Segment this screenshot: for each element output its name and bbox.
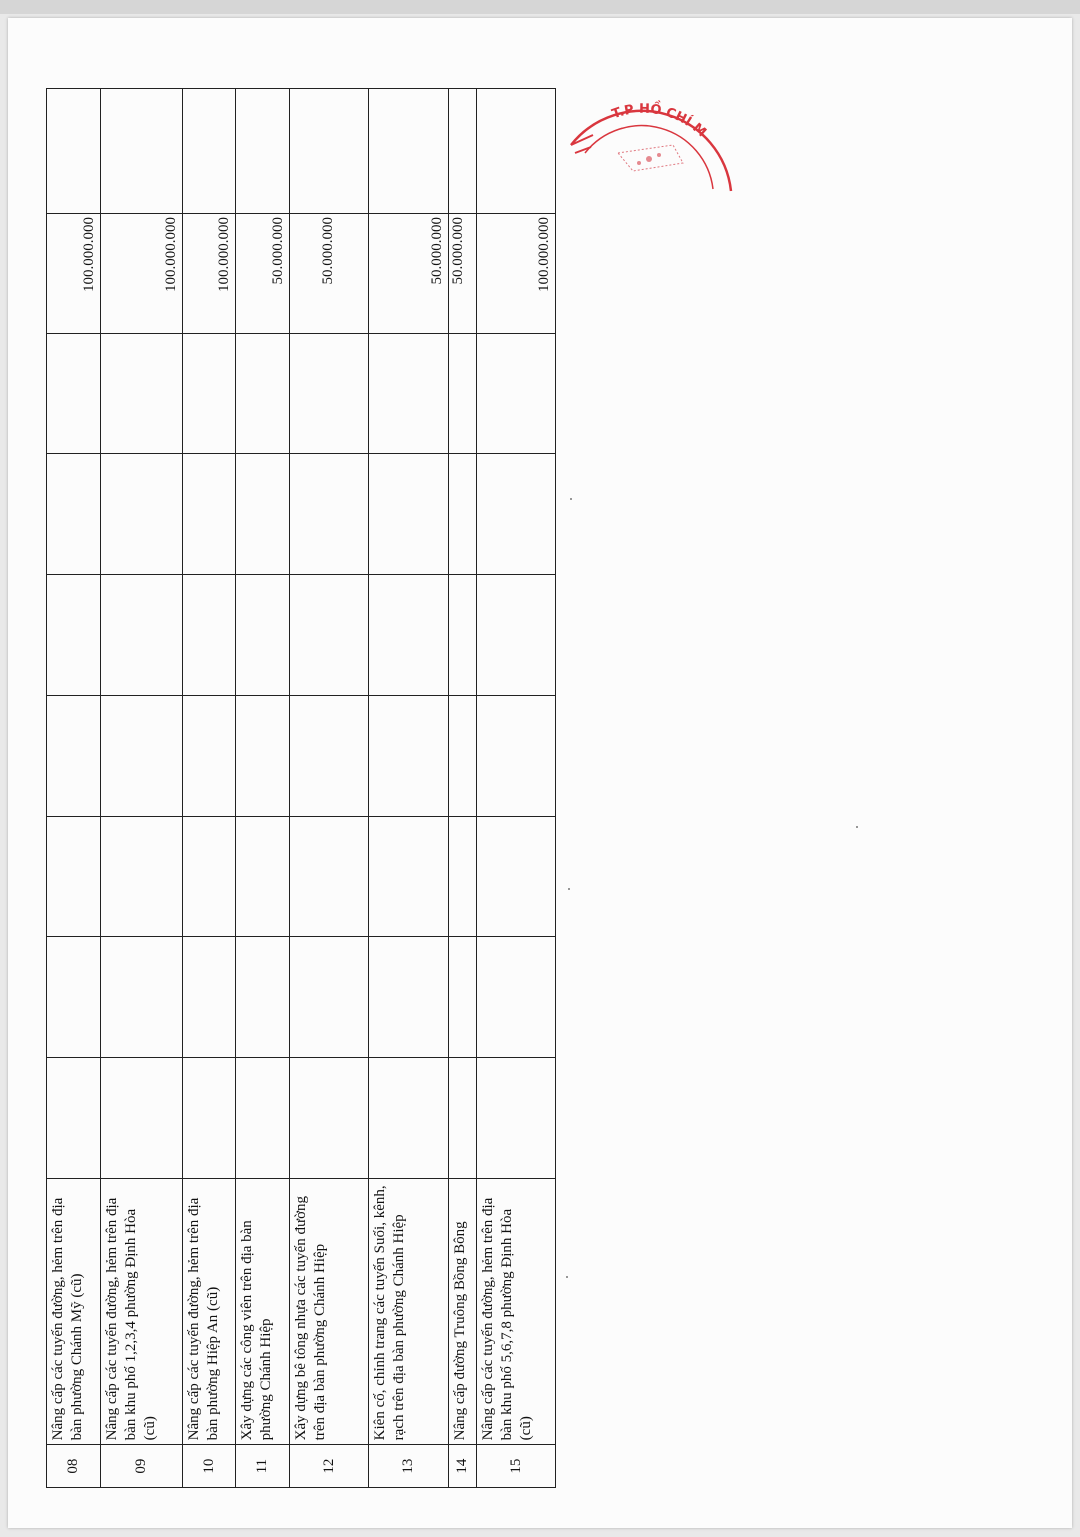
row-amount: 50.000.000 (290, 214, 369, 334)
row-description: Nâng cấp đường Truông Bồng Bông (448, 1178, 476, 1444)
row-amount: 50.000.000 (236, 214, 290, 334)
row-number: 09 (101, 1445, 183, 1488)
scan-speck (566, 1276, 568, 1278)
row-number: 13 (369, 1445, 449, 1488)
stamp-text: T.P HỒ CHÍ M (610, 101, 709, 141)
row-amount: 50.000.000 (448, 214, 476, 334)
table-row (101, 89, 183, 1488)
scan-speck (568, 888, 570, 890)
row-amount: 100.000.000 (183, 214, 236, 334)
rotated-table-wrapper (46, 88, 556, 1488)
red-seal-stamp (563, 83, 733, 193)
row-number: 11 (236, 1445, 290, 1488)
table-row (477, 89, 556, 1488)
row-description: Xây dựng bê tông nhựa các tuyến đường trên địa bàn phường Chánh Hiệp (290, 1178, 369, 1444)
table-row (369, 89, 449, 1488)
row-description: Nâng cấp các tuyến đường, hẻm trên địa bàn phường Chánh Mỹ (cũ) (47, 1178, 101, 1444)
row-number: 12 (290, 1445, 369, 1488)
row-amount: 100.000.000 (47, 214, 101, 334)
table-row (290, 89, 369, 1488)
scan-speck (570, 498, 572, 500)
document-page (8, 18, 1072, 1528)
row-description: Nâng cấp các tuyến đường, hẻm trên địa bàn phường Hiệp An (cũ) (183, 1178, 236, 1444)
table-row (183, 89, 236, 1488)
table-row (236, 89, 290, 1488)
row-description: Nâng cấp các tuyến đường, hẻm trên địa bàn khu phố 1,2,3,4 phường Định Hòa (cũ) (101, 1178, 183, 1444)
row-number: 15 (477, 1445, 556, 1488)
table-row (47, 89, 101, 1488)
row-number: 08 (47, 1445, 101, 1488)
budget-table (46, 88, 556, 1488)
row-amount: 100.000.000 (477, 214, 556, 334)
row-amount: 50.000.000 (369, 214, 449, 334)
row-number: 14 (448, 1445, 476, 1488)
svg-text:T.P HỒ CHÍ M (610, 99, 709, 140)
row-description: Nâng cấp các tuyến đường, hẻm trên địa bàn khu phố 5,6,7,8 phường Định Hòa (cũ) (477, 1178, 556, 1444)
table-row (448, 89, 476, 1488)
row-description: Kiên cố, chỉnh trang các tuyến Suối, kênh, rạch trên địa bàn phường Chánh Hiệp (369, 1178, 449, 1444)
row-number: 10 (183, 1445, 236, 1488)
row-description: Xây dựng các công viên trên địa bàn phường Chánh Hiệp (236, 1178, 290, 1444)
viewer-top-bar (0, 0, 1080, 14)
scan-speck (856, 826, 858, 828)
row-amount: 100.000.000 (101, 214, 183, 334)
